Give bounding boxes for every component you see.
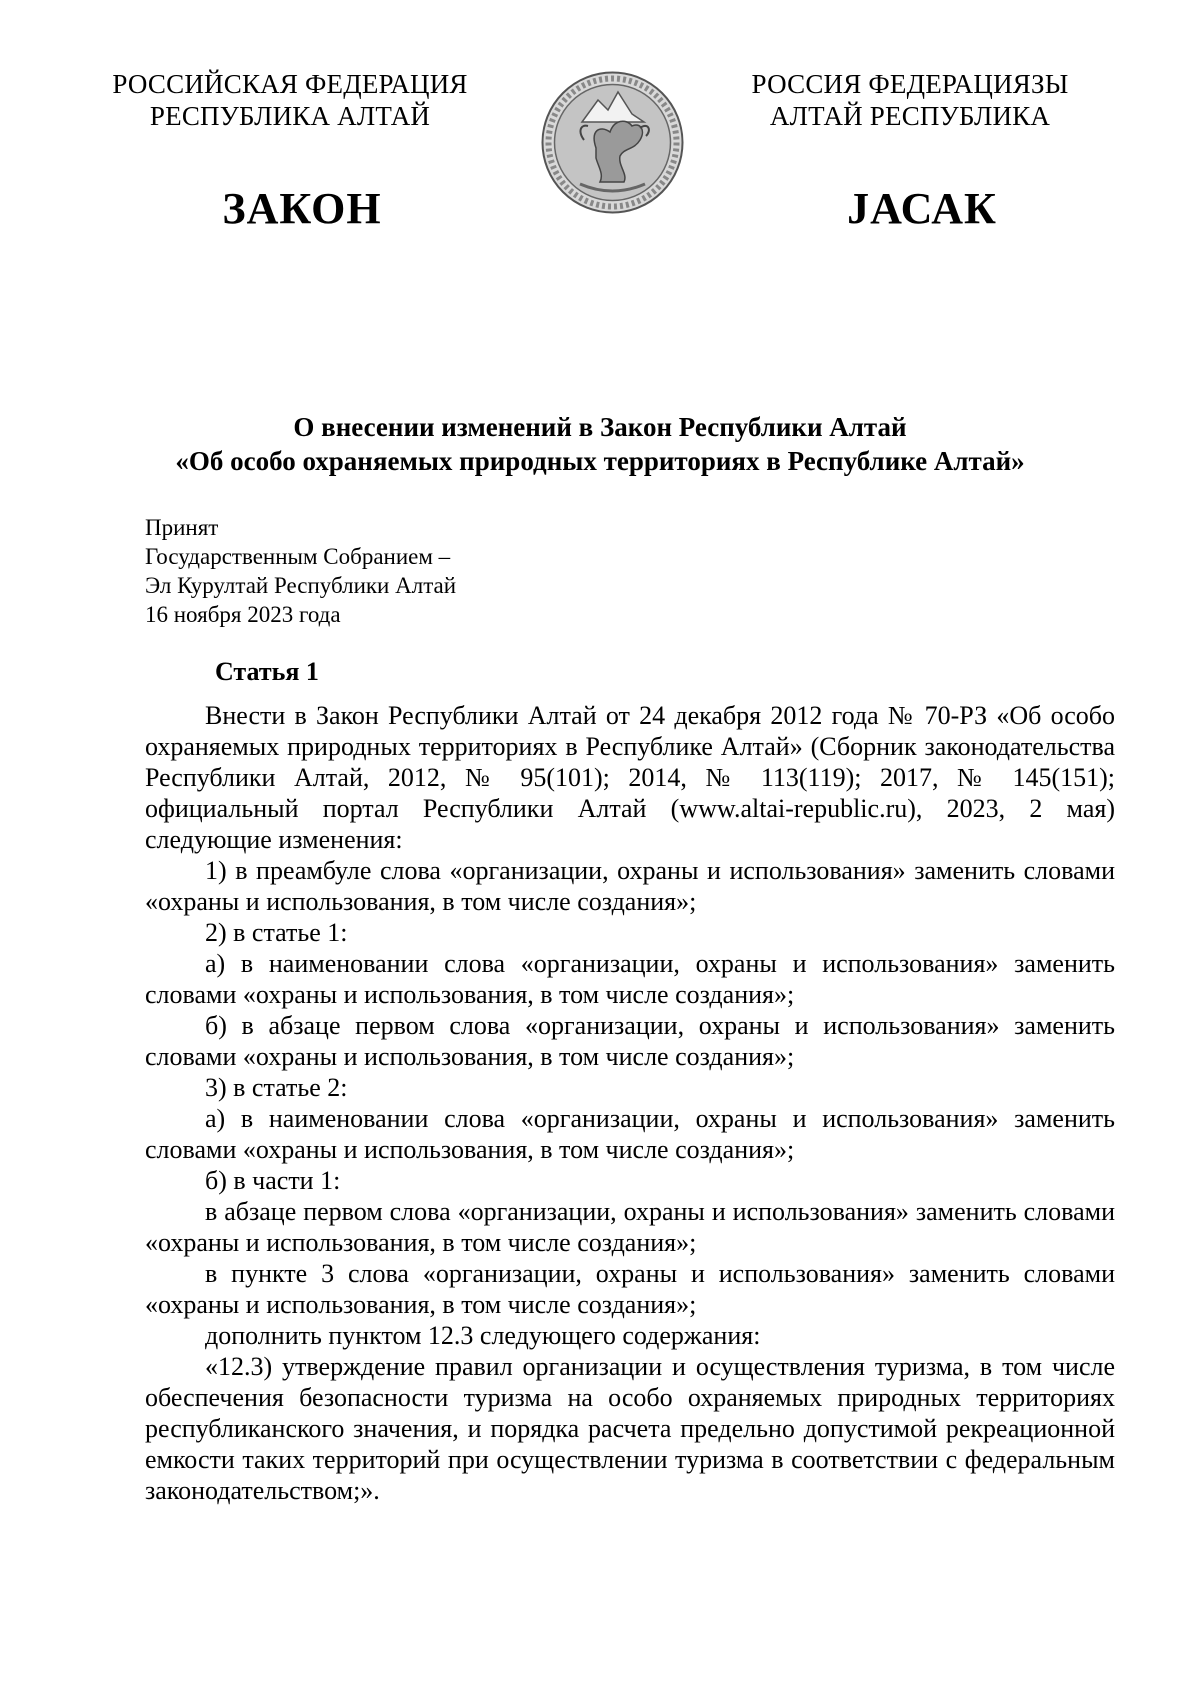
title-line1: О внесении изменений в Закон Республики Алтай (293, 412, 907, 442)
header-left (80, 68, 500, 132)
header-right (700, 68, 1120, 132)
header-left-line2: РЕСПУБЛИКА АЛТАЙ (149, 101, 431, 131)
adopted-line2: Государственным Собранием – (145, 544, 451, 569)
paragraph: «12.3) утверждение правил организации и осуществления туризма, в том числе обеспечения безопасности туризма на особо охраняемых природных территориях республиканского значения, и порядка расчета предельно допустимой рекреационной емкости таких территорий при осуществлении туризма в соответствии с федеральным законодательством;». (145, 1352, 1115, 1505)
adopted-line1: Принят (145, 515, 219, 540)
paragraph: б) в абзаце первом слова «организации, охраны и использования» заменить словами «охраны и использования, в том числе создания»; (145, 1011, 1115, 1071)
paragraph: Внести в Закон Республики Алтай от 24 декабря 2012 года № 70-РЗ «Об особо охраняемых природных территориях в Республике Алтай» (Сборник законодательства Республики Алтай, 2012, № 95(101); 2014, № 113(119); 2017, № 145(151); официальный портал Республики Алтай (www.altai-republic.ru), 2023, 2 мая) следующие изменения: (145, 701, 1115, 854)
title-line2: «Об особо охраняемых природных территориях в Республике Алтай» (175, 446, 1025, 476)
document-title (130, 410, 1070, 478)
adopted-date: 16 ноября 2023 года (145, 602, 341, 627)
paragraph: б) в части 1: (205, 1166, 341, 1195)
paragraph: а) в наименовании слова «организации, охраны и использования» заменить словами «охраны и использования, в том числе создания»; (145, 1104, 1115, 1164)
article-body (145, 700, 1115, 1506)
paragraph: 3) в статье 2: (205, 1073, 348, 1102)
paragraph: дополнить пунктом 12.3 следующего содержания: (205, 1321, 761, 1350)
paragraph: в абзаце первом слова «организации, охраны и использования» заменить словами «охраны и использования, в том числе создания»; (145, 1197, 1115, 1257)
paragraph: 2) в статье 1: (205, 918, 348, 947)
adoption-block (145, 513, 456, 629)
paragraph: а) в наименовании слова «организации, охраны и использования» заменить словами «охраны и использования, в том числе создания»; (145, 949, 1115, 1009)
paragraph: в пункте 3 слова «организации, охраны и использования» заменить словами «охраны и использования, в том числе создания»; (145, 1259, 1115, 1319)
paragraph: 1) в преамбуле слова «организации, охраны и использования» заменить словами «охраны и использования, в том числе создания»; (145, 856, 1115, 916)
law-word-altai: JАСАК (847, 184, 997, 233)
header-left-line1: РОССИЙСКАЯ ФЕДЕРАЦИЯ (112, 69, 468, 99)
header-right-line1: РОССИЯ ФЕДЕРАЦИЯЗЫ (751, 69, 1069, 99)
article-heading: Статья 1 (215, 657, 319, 686)
altai-republic-emblem-icon (540, 70, 685, 215)
law-word-ru: ЗАКОН (222, 184, 382, 233)
header-right-line2: АЛТАЙ РЕСПУБЛИКА (769, 101, 1051, 131)
adopted-line3: Эл Курултай Республики Алтай (145, 573, 457, 598)
